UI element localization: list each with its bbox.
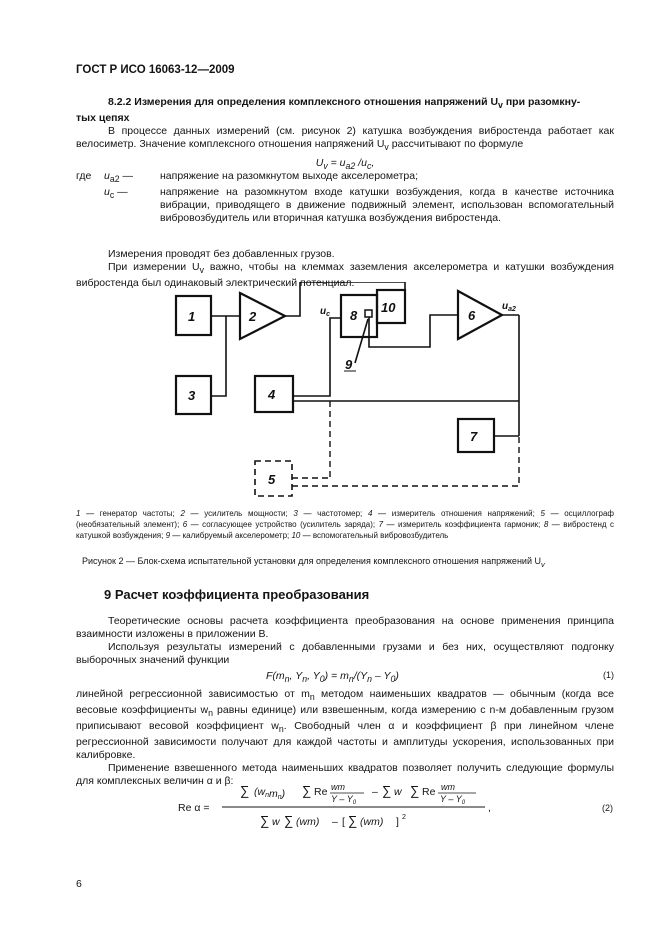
- paragraph-fitting: Используя результаты измерений с добавленными грузами и без них, осуществляют подгонку выборочных значений функции: [76, 641, 614, 666]
- svg-text:∑: ∑: [382, 783, 392, 798]
- block-diagram: [150, 282, 540, 498]
- formula-uv: $U_v = u_{a2}$ $/u_c$,: [315, 157, 375, 172]
- figure-legend: 1 — генератор частоты; 2 — усилитель мощности; 3 — частотомер; 4 — измеритель отношения напряжений; 5 — осциллограф (необязательный элемент); 6 — согласующее устройство (усилитель заряда); 7 — измеритель коэффициента гармоник; 8 — вибростенд с катушкой возбуждения; 9 — калибруемый акселерометр; 10 — вспомогательный вибровозбудитель: [76, 509, 615, 540]
- svg-text:w: w: [394, 786, 402, 798]
- label-10: 10: [381, 300, 396, 315]
- svg-text:–: –: [372, 786, 378, 798]
- figure-caption: Рисунок 2 — Блок-схема испытательной установки для определения комплексного отношения напряжений $U_v$: [82, 556, 545, 569]
- section-9-intro: [76, 615, 614, 667]
- label-8: 8: [350, 308, 358, 323]
- page-number: 6: [76, 878, 82, 890]
- svg-text:(wm): (wm): [296, 816, 320, 828]
- label-2: 2: [249, 309, 257, 324]
- label-ua2: $u_{a2}$: [502, 301, 516, 313]
- definition-uc: $u_c$ — напряжение на разомкнутом входе катушки возбуждения, когда в качестве источника вибрации, приводящего в движение подвижный элемент, использован вспомогательный вибровозбудитель или вторичная катушка возбуждения вибростенда.: [104, 186, 614, 225]
- svg-text:2: 2: [402, 814, 406, 821]
- svg-text:]: ]: [396, 816, 399, 828]
- svg-text:(2): (2): [602, 803, 613, 813]
- svg-text:Y – Y0: Y – $Y_0$: [440, 794, 466, 806]
- amplifier-2: [240, 293, 285, 339]
- definition-ua2: где $u_{a2}$ — напряжение на разомкнутом выходе акселерометра;: [76, 170, 418, 185]
- svg-text:wm: wm: [441, 782, 455, 792]
- subsection-8-2-2: [76, 96, 614, 175]
- paragraph-ground-potential: При измерении $U_v$ важно, чтобы на клеммах заземления акселерометра и катушки возбуждения вибростенда был одинаковый электрический потенциал.: [76, 261, 614, 290]
- svg-text:∑: ∑: [240, 783, 250, 798]
- label-4: 4: [268, 387, 276, 402]
- amplifier-6: [458, 291, 502, 339]
- label-7: 7: [470, 429, 478, 444]
- svg-text:∑: ∑: [284, 813, 294, 828]
- svg-text:–: –: [332, 816, 338, 828]
- label-6: 6: [468, 308, 476, 323]
- equation-1: $F(m_n$, $Y_n$, $Y_0) = m_n/(Y_n - Y_0)$ (1): [266, 670, 614, 685]
- svg-text:w: w: [272, 816, 280, 828]
- svg-text:,: ,: [488, 802, 491, 814]
- label-uc: $u_c$: [320, 306, 331, 318]
- paragraph-regression: линейной регрессионной зависимостью от $m_n$ методом наименьших квадратов — обычным (когда все весовые коэффициенты $w_n$ равны единице) или взвешенным, когда измерению с n-м добавленным грузом приписывают весовой коэффициент $w_n$. Свободный член α и коэффициент β при линейном члене регрессионной зависимости получают для каждой частоты и амплитуды ускорения, использованных при калибровке.: [76, 688, 615, 762]
- svg-text:Re α =: Re α =: [178, 802, 210, 814]
- label-3: 3: [188, 388, 196, 403]
- svg-text:(wm): (wm): [360, 816, 384, 828]
- subsection-title: 8.2.2 Измерения для определения комплексного отношения напряжений $U_v$ при разомкну- тых цепях: [76, 96, 581, 125]
- accelerometer-9: [365, 310, 372, 317]
- section-9-title: 9 Расчет коэффициента преобразования: [104, 587, 370, 602]
- paragraph-velocimeter: В процессе данных измерений (см. рисунок 2) катушка возбуждения вибростенда работает как велосиметр. Значение комплексного отношения напряжений $U_v$ рассчитывают по формуле: [76, 125, 614, 153]
- svg-text:Re: Re: [422, 786, 436, 798]
- label-5: 5: [268, 472, 276, 487]
- svg-text:∑: ∑: [260, 813, 270, 828]
- svg-text:wm: wm: [331, 782, 345, 792]
- svg-text:∑: ∑: [348, 813, 358, 828]
- definitions-list: [76, 170, 614, 225]
- svg-text:∑: ∑: [410, 783, 420, 798]
- label-9: 9: [345, 357, 353, 372]
- equation-2: [150, 780, 620, 834]
- paragraph-weighted: Применение взвешенного метода наименьших квадратов позволяет получить следующие формулы для комплексных величин α и β:: [76, 762, 614, 788]
- svg-text:Re: Re: [314, 786, 328, 798]
- label-1: 1: [188, 309, 196, 324]
- svg-text:(wnmn): (wnmn): [254, 786, 286, 801]
- paragraph-reciprocity: Теоретические основы расчета коэффициента преобразования на основе применения принципа взаимности изложены в приложении В.: [76, 615, 614, 640]
- svg-text:[: [: [342, 816, 345, 828]
- paragraph-no-weights: Измерения проводят без добавленных грузов.: [108, 248, 335, 260]
- document-header: ГОСТ Р ИСО 16063-12—2009: [76, 64, 235, 76]
- svg-text:Y – Y0: Y – $Y_0$: [331, 794, 357, 806]
- svg-text:∑: ∑: [302, 783, 312, 798]
- section-9-body: [76, 688, 614, 788]
